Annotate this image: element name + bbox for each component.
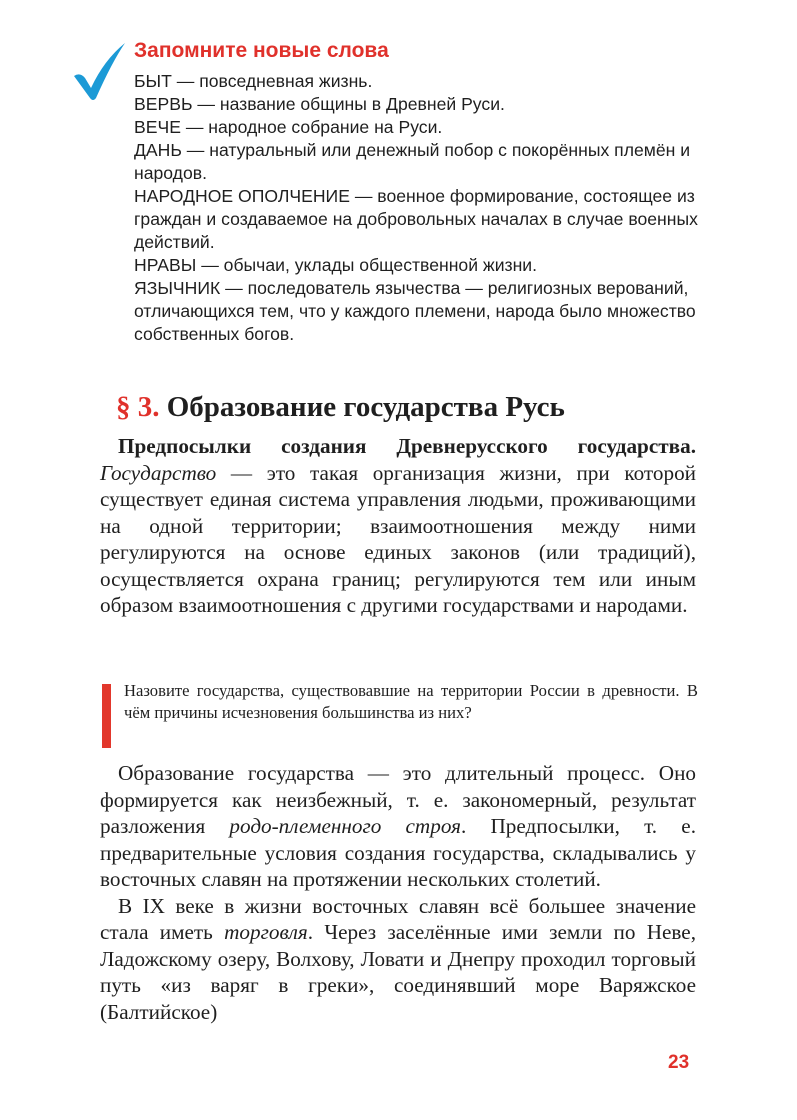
term-state: Государство xyxy=(100,460,217,485)
vocabulary-item: ДАНЬ — натуральный или денежный побор с покорённых племён и народов. xyxy=(134,140,691,183)
vocabulary-item: НАРОДНОЕ ОПОЛЧЕНИЕ — военное формирование, состоящее из граждан и создаваемое на добровольных началах в случае военных действий. xyxy=(134,186,698,252)
paragraph-trade xyxy=(100,893,696,1026)
question-text: Назовите государства, существовавшие на территории России в древности. В чём причины исчезновения большинства из них? xyxy=(124,681,698,722)
paragraph-text: — это такая организация жизни, при которой существует единая система управления людьми, проживающими на одной территории; взаимоотношения между ними регулируются на основе единых законов (или традиций), осуществляется охрана границ; регулируются тем или иным образом взаимоотношения с другими государствами и народами. xyxy=(100,460,696,617)
paragraph-text: В IX веке в жизни восточных славян всё большее значение стала иметь xyxy=(100,893,696,944)
term-trade: торговля xyxy=(224,920,308,944)
vocabulary-box xyxy=(134,38,714,346)
question-marker xyxy=(102,684,111,748)
question-box xyxy=(102,680,698,748)
vocabulary-item: ВЕРВЬ — название общины в Древней Руси. xyxy=(134,94,505,114)
body-text-bottom xyxy=(100,760,696,1025)
body-text-top xyxy=(100,433,696,619)
paragraph-text: . Через заселённые ими земли по Неве, Ладожскому озеру, Волхову, Ловати и Днепру проходил торговый путь «из варяг в греки», соединявший море Варяжское (Балтийское) xyxy=(100,920,696,1024)
vocabulary-item: НРАВЫ — обычаи, уклады общественной жизни. xyxy=(134,255,538,275)
paragraph-state-definition xyxy=(100,433,696,619)
vocabulary-item: ВЕЧЕ — народное собрание на Руси. xyxy=(134,117,443,137)
paragraph-text: . Предпосылки, т. е. предварительные условия создания государства, складывались у восточных славян на протяжении нескольких столетий. xyxy=(100,814,696,891)
paragraph-text: Образование государства — это длительный процесс. Оно формируется как неизбежный, т. е. закономерный, результат разложения xyxy=(100,761,696,838)
section-title: Образование государства Русь xyxy=(166,391,565,423)
page-number: 23 xyxy=(668,1052,690,1073)
checkmark-icon xyxy=(72,40,128,102)
vocabulary-item: ЯЗЫЧНИК — последователь язычества — религиозных верований, отличающихся тем, что у каждого племени, народа было множество собственных богов. xyxy=(134,278,696,344)
section-heading xyxy=(116,387,565,427)
vocabulary-item: БЫТ — повседневная жизнь. xyxy=(134,71,373,91)
paragraph-lead: Предпосылки создания Древнерусского государства. xyxy=(118,434,696,458)
term-tribal-system: родо-племенного строя xyxy=(229,814,461,838)
paragraph-formation xyxy=(100,760,696,893)
vocabulary-title: Запомните новые слова xyxy=(134,39,389,62)
section-number: § 3. xyxy=(116,391,160,423)
